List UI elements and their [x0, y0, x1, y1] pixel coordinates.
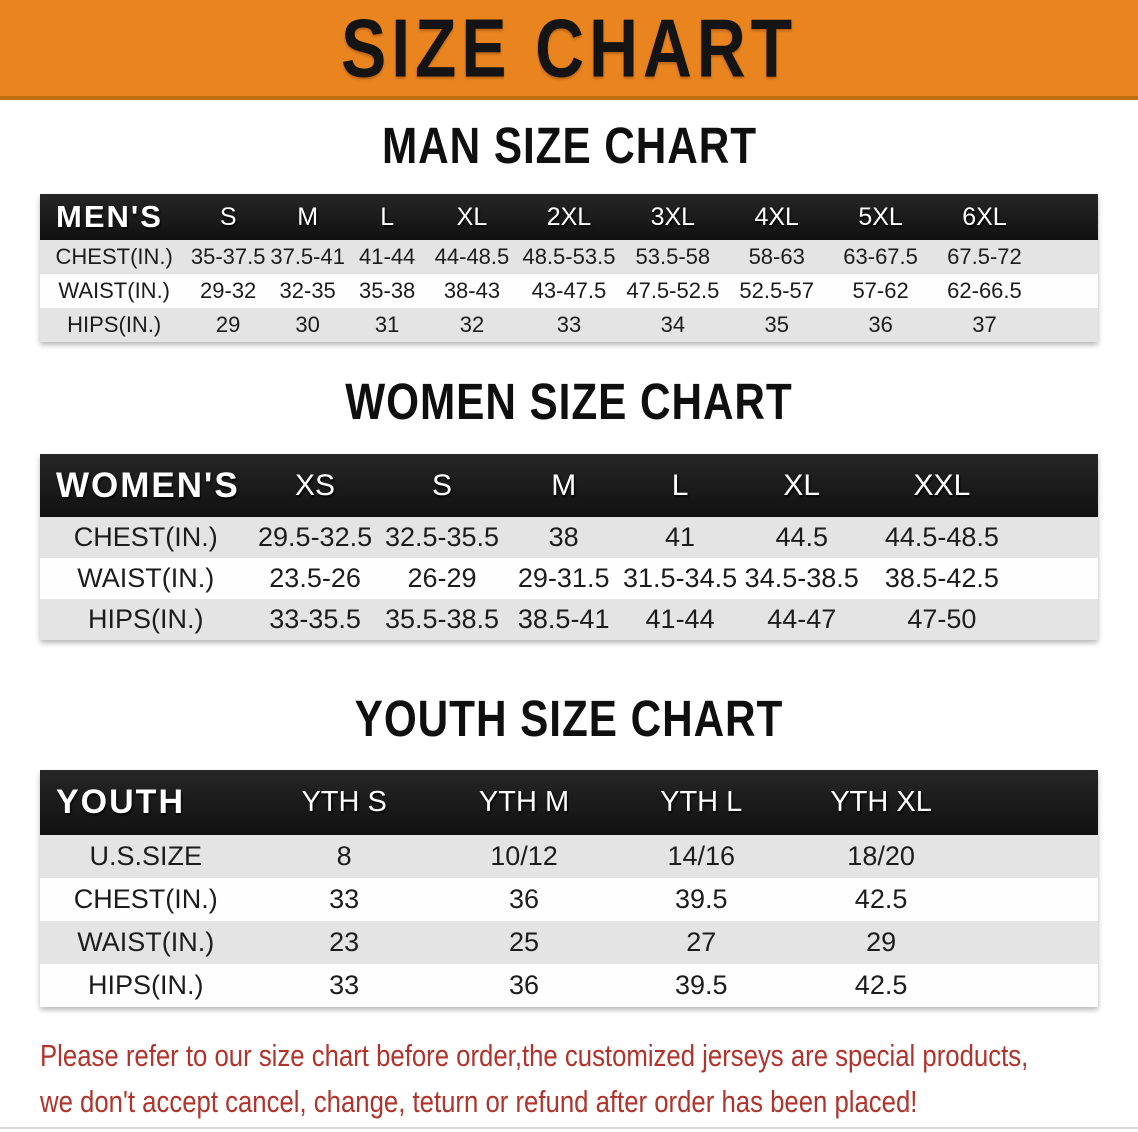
youth-col-header: YTH S	[252, 770, 437, 835]
value-cell: 25	[437, 921, 612, 964]
spacer-cell	[971, 964, 1098, 1007]
men-table-header-row	[40, 194, 1098, 240]
row-label-cell: U.S.SIZE	[40, 835, 252, 878]
men-col-header: S	[188, 194, 268, 240]
value-cell: 47-50	[865, 599, 1018, 640]
disclaimer-line-2	[40, 1079, 1138, 1125]
value-cell: 67.5-72	[933, 240, 1037, 274]
row-label-cell: CHEST(IN.)	[40, 240, 188, 274]
value-cell: 42.5	[791, 964, 971, 1007]
youth-chest-row	[40, 878, 1098, 921]
youth-section-heading	[0, 689, 1138, 748]
spacer-cell	[1019, 517, 1098, 558]
women-col-header: XXL	[865, 454, 1018, 517]
men-table-title: MEN'S	[40, 194, 188, 240]
value-cell: 44-48.5	[427, 240, 517, 274]
value-cell: 27	[611, 921, 791, 964]
men-chest-row	[40, 240, 1098, 274]
women-section-heading	[0, 372, 1138, 431]
value-cell: 26-29	[379, 558, 506, 599]
youth-section-heading-text: YOUTH SIZE CHART	[354, 689, 784, 748]
value-cell: 36	[437, 878, 612, 921]
value-cell: 30	[268, 308, 348, 342]
row-label-cell: HIPS(IN.)	[40, 599, 252, 640]
spacer-cell	[971, 770, 1098, 835]
value-cell: 43-47.5	[517, 274, 621, 308]
men-waist-row	[40, 274, 1098, 308]
row-label-cell: CHEST(IN.)	[40, 517, 252, 558]
value-cell: 29	[791, 921, 971, 964]
value-cell: 38	[506, 517, 622, 558]
men-hips-row	[40, 308, 1098, 342]
spacer-cell	[1019, 599, 1098, 640]
men-size-table	[40, 194, 1098, 342]
women-col-header: M	[506, 454, 622, 517]
page-title: SIZE CHART	[341, 1, 797, 95]
value-cell: 33	[252, 964, 437, 1007]
value-cell: 33	[517, 308, 621, 342]
spacer-cell	[1036, 194, 1098, 240]
banner	[0, 0, 1138, 100]
value-cell: 37.5-41	[268, 240, 348, 274]
value-cell: 44.5-48.5	[865, 517, 1018, 558]
youth-size-table	[40, 770, 1098, 1007]
spacer-cell	[971, 878, 1098, 921]
spacer-cell	[1019, 558, 1098, 599]
man-section-heading	[0, 116, 1138, 175]
value-cell: 44-47	[738, 599, 865, 640]
value-cell: 38.5-41	[506, 599, 622, 640]
value-cell: 31	[347, 308, 427, 342]
value-cell: 36	[437, 964, 612, 1007]
value-cell: 35.5-38.5	[379, 599, 506, 640]
value-cell: 53.5-58	[621, 240, 725, 274]
men-col-header: 2XL	[517, 194, 621, 240]
value-cell: 35	[725, 308, 829, 342]
value-cell: 48.5-53.5	[517, 240, 621, 274]
women-table-title: WOMEN'S	[40, 454, 252, 517]
disclaimer-line-1	[40, 1033, 1138, 1079]
value-cell: 36	[829, 308, 933, 342]
youth-size-section	[0, 689, 1138, 1007]
value-cell: 23.5-26	[252, 558, 379, 599]
disclaimer	[0, 1033, 1138, 1125]
men-col-header: 5XL	[829, 194, 933, 240]
row-label-cell: WAIST(IN.)	[40, 921, 252, 964]
value-cell: 42.5	[791, 878, 971, 921]
men-col-header: 4XL	[725, 194, 829, 240]
value-cell: 41	[622, 517, 738, 558]
value-cell: 58-63	[725, 240, 829, 274]
women-col-header: XS	[252, 454, 379, 517]
youth-ussize-row	[40, 835, 1098, 878]
value-cell: 41-44	[622, 599, 738, 640]
value-cell: 44.5	[738, 517, 865, 558]
value-cell: 10/12	[437, 835, 612, 878]
value-cell: 52.5-57	[725, 274, 829, 308]
value-cell: 63-67.5	[829, 240, 933, 274]
youth-waist-row	[40, 921, 1098, 964]
men-col-header: L	[347, 194, 427, 240]
value-cell: 32.5-35.5	[379, 517, 506, 558]
women-col-header: XL	[738, 454, 865, 517]
youth-col-header: YTH L	[611, 770, 791, 835]
value-cell: 31.5-34.5	[622, 558, 738, 599]
value-cell: 33	[252, 878, 437, 921]
bottom-divider	[0, 1127, 1138, 1129]
spacer-cell	[1036, 308, 1098, 342]
value-cell: 57-62	[829, 274, 933, 308]
value-cell: 34.5-38.5	[738, 558, 865, 599]
men-col-header: 3XL	[621, 194, 725, 240]
value-cell: 37	[933, 308, 1037, 342]
women-waist-row	[40, 558, 1098, 599]
value-cell: 62-66.5	[933, 274, 1037, 308]
disclaimer-line-2-text: we don't accept cancel, change, teturn or refund after order has been placed!	[40, 1084, 918, 1119]
value-cell: 32	[427, 308, 517, 342]
value-cell: 29-32	[188, 274, 268, 308]
value-cell: 14/16	[611, 835, 791, 878]
disclaimer-line-1-text: Please refer to our size chart before order,the customized jerseys are special products,	[40, 1038, 1029, 1073]
value-cell: 35-38	[347, 274, 427, 308]
spacer-cell	[1036, 240, 1098, 274]
women-section-heading-text: WOMEN SIZE CHART	[345, 372, 793, 431]
value-cell: 47.5-52.5	[621, 274, 725, 308]
women-chest-row	[40, 517, 1098, 558]
spacer-cell	[971, 835, 1098, 878]
man-section-heading-text: MAN SIZE CHART	[381, 116, 757, 175]
youth-table-title: YOUTH	[40, 770, 252, 835]
value-cell: 39.5	[611, 878, 791, 921]
women-size-table	[40, 454, 1098, 640]
youth-hips-row	[40, 964, 1098, 1007]
men-col-header: XL	[427, 194, 517, 240]
youth-table-header-row	[40, 770, 1098, 835]
value-cell: 38-43	[427, 274, 517, 308]
value-cell: 39.5	[611, 964, 791, 1007]
men-col-header: 6XL	[933, 194, 1037, 240]
man-size-section	[0, 116, 1138, 342]
women-size-section	[0, 372, 1138, 640]
spacer-cell	[971, 921, 1098, 964]
value-cell: 23	[252, 921, 437, 964]
youth-col-header: YTH M	[437, 770, 612, 835]
youth-col-header: YTH XL	[791, 770, 971, 835]
spacer-cell	[1019, 454, 1098, 517]
value-cell: 32-35	[268, 274, 348, 308]
value-cell: 18/20	[791, 835, 971, 878]
value-cell: 29-31.5	[506, 558, 622, 599]
men-col-header: M	[268, 194, 348, 240]
value-cell: 8	[252, 835, 437, 878]
women-col-header: S	[379, 454, 506, 517]
value-cell: 29.5-32.5	[252, 517, 379, 558]
row-label-cell: CHEST(IN.)	[40, 878, 252, 921]
value-cell: 33-35.5	[252, 599, 379, 640]
spacer-cell	[1036, 274, 1098, 308]
women-hips-row	[40, 599, 1098, 640]
women-col-header: L	[622, 454, 738, 517]
value-cell: 34	[621, 308, 725, 342]
value-cell: 41-44	[347, 240, 427, 274]
value-cell: 38.5-42.5	[865, 558, 1018, 599]
row-label-cell: WAIST(IN.)	[40, 558, 252, 599]
row-label-cell: WAIST(IN.)	[40, 274, 188, 308]
row-label-cell: HIPS(IN.)	[40, 964, 252, 1007]
women-table-header-row	[40, 454, 1098, 517]
row-label-cell: HIPS(IN.)	[40, 308, 188, 342]
value-cell: 29	[188, 308, 268, 342]
value-cell: 35-37.5	[188, 240, 268, 274]
